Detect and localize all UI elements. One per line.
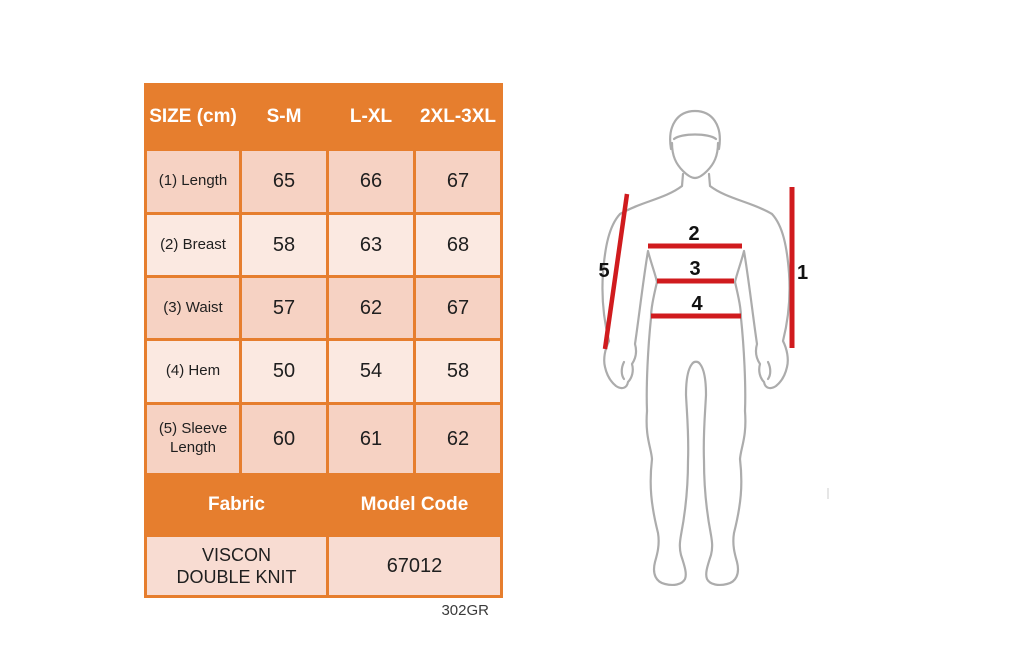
right-thumb-line (768, 362, 770, 379)
row-waist-lxl: 62 (329, 278, 413, 338)
label-length-1: 1 (797, 262, 809, 284)
face-outline (672, 143, 718, 178)
header-s-m: S-M (242, 86, 326, 148)
row-hem-label: (4) Hem (147, 341, 239, 402)
body-measurement-diagram (558, 85, 858, 620)
row-breast-label: (2) Breast (147, 215, 239, 275)
hair-outline (670, 111, 720, 149)
style-code-note: 302GR (441, 602, 489, 619)
row-length-label: (1) Length (147, 151, 239, 212)
row-hem-sm: 50 (242, 341, 326, 402)
footer-fabric-header: Fabric (147, 476, 326, 534)
row-length-sm: 65 (242, 151, 326, 212)
header-l-xl: L-XL (329, 86, 413, 148)
label-waist-3: 3 (689, 258, 701, 280)
row-hem-lxl: 54 (329, 341, 413, 402)
row-length-lxl: 66 (329, 151, 413, 212)
hairline (674, 135, 716, 140)
footer-model-code-header: Model Code (329, 476, 500, 534)
header-size-cm: SIZE (cm) (147, 86, 239, 148)
label-hem-4: 4 (691, 293, 703, 315)
footer-fabric-value: VISCON DOUBLE KNIT (147, 537, 326, 595)
size-chart-table (144, 83, 503, 598)
row-sleeve-label: (5) Sleeve Length (147, 405, 239, 473)
row-length-2xl: 67 (416, 151, 500, 212)
body-outline-drawing (602, 111, 789, 585)
row-breast-sm: 58 (242, 215, 326, 275)
left-thumb-line (622, 362, 624, 379)
row-hem-2xl: 58 (416, 341, 500, 402)
label-sleeve-5: 5 (598, 260, 610, 282)
row-waist-sm: 57 (242, 278, 326, 338)
label-breast-2: 2 (688, 223, 700, 245)
row-waist-label: (3) Waist (147, 278, 239, 338)
row-sleeve-lxl: 61 (329, 405, 413, 473)
row-sleeve-sm: 60 (242, 405, 326, 473)
row-breast-2xl: 68 (416, 215, 500, 275)
footer-model-code-value: 67012 (329, 537, 500, 595)
row-sleeve-2xl: 62 (416, 405, 500, 473)
row-breast-lxl: 63 (329, 215, 413, 275)
row-waist-2xl: 67 (416, 278, 500, 338)
header-2xl-3xl: 2XL-3XL (416, 86, 500, 148)
